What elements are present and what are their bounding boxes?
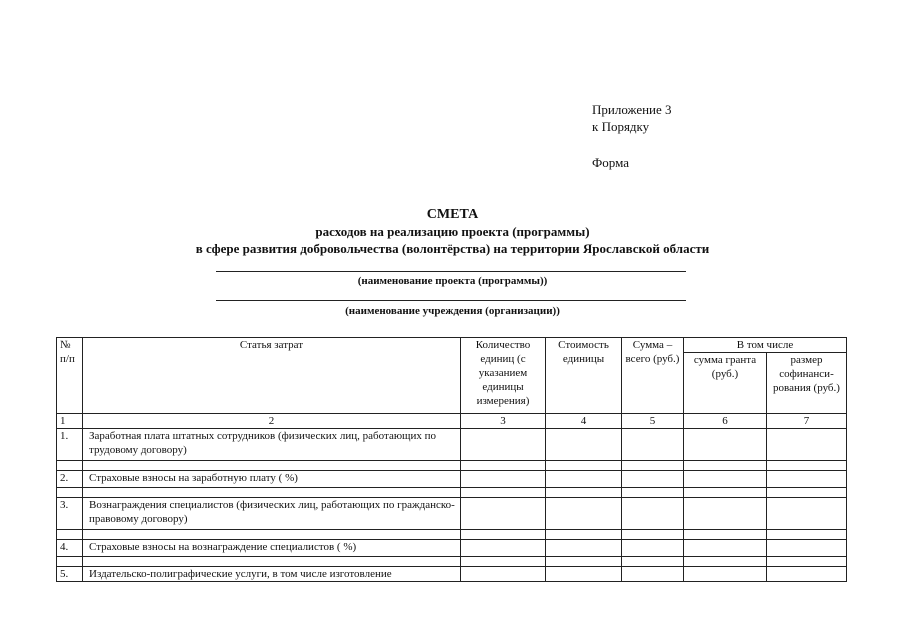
organization-name-caption: (наименование учреждения (организации)) [345,305,560,317]
input-cell[interactable] [546,567,622,582]
table-row-spacer [57,488,847,498]
header-cofinancing: размер софинанси-рования (руб.) [767,353,847,414]
project-name-caption: (наименование проекта (программы)) [357,275,548,287]
index-cell: 5 [622,414,684,429]
table-row [57,471,847,488]
input-cell[interactable] [546,471,622,488]
input-cell[interactable] [546,498,622,530]
input-cell[interactable] [767,567,847,582]
table-index-row [57,414,847,429]
input-cell[interactable] [622,567,684,582]
row-number: 5. [57,567,83,582]
index-cell: 7 [767,414,847,429]
input-cell[interactable] [767,471,847,488]
input-cell[interactable] [546,540,622,557]
row-item: Издательско-полиграфические услуги, в том числе изготовление [83,567,461,582]
input-cell[interactable] [767,429,847,461]
input-cell[interactable] [684,471,767,488]
header-total: Сумма – всего (руб.) [622,338,684,414]
input-cell[interactable] [684,498,767,530]
appendix-number: Приложение 3 [592,102,672,117]
document-title: СМЕТА [426,207,479,222]
estimate-table [56,337,847,582]
header-item: Статья затрат [83,338,461,414]
input-cell[interactable] [684,540,767,557]
row-item: Заработная плата штатных сотрудников (физических лиц, работающих по трудовому договору) [83,429,461,461]
table-row-spacer [57,530,847,540]
input-cell[interactable] [684,567,767,582]
table-row [57,498,847,530]
row-number: 4. [57,540,83,557]
organization-name-line [216,300,686,301]
row-number: 3. [57,498,83,530]
input-cell[interactable] [461,540,546,557]
header-unit-cost: Стоимость единицы [546,338,622,414]
header-including: В том числе [684,338,847,353]
input-cell[interactable] [767,498,847,530]
index-cell: 4 [546,414,622,429]
input-cell[interactable] [622,471,684,488]
document-subtitle-region: в сфере развития добровольчества (волонтёрства) на территории Ярославской области [195,241,710,256]
form-label: Форма [592,155,629,170]
appendix-order: к Порядку [592,119,650,134]
index-cell: 6 [684,414,767,429]
index-cell: 3 [461,414,546,429]
row-number: 2. [57,471,83,488]
input-cell[interactable] [461,471,546,488]
table-row-spacer [57,461,847,471]
table-header-row [57,338,847,353]
row-item: Страховые взносы на заработную плату ( %) [83,471,461,488]
input-cell[interactable] [767,540,847,557]
document-subtitle: расходов на реализацию проекта (программы) [315,224,590,239]
header-grant: сумма гранта (руб.) [684,353,767,414]
input-cell[interactable] [461,498,546,530]
table-row-spacer [57,557,847,567]
input-cell[interactable] [622,429,684,461]
project-name-line [216,271,686,272]
appendix-reference [592,101,672,135]
table-row [57,567,847,582]
input-cell[interactable] [546,429,622,461]
input-cell[interactable] [684,429,767,461]
input-cell[interactable] [461,567,546,582]
index-cell: 2 [83,414,461,429]
input-cell[interactable] [622,498,684,530]
input-cell[interactable] [622,540,684,557]
index-cell: 1 [57,414,83,429]
header-num: № п/п [57,338,83,414]
row-item: Вознаграждения специалистов (физических лиц, работающих по гражданско-правовому договору) [83,498,461,530]
row-item: Страховые взносы на вознаграждение специалистов ( %) [83,540,461,557]
row-number: 1. [57,429,83,461]
table-row [57,540,847,557]
input-cell[interactable] [461,429,546,461]
header-quantity: Количество единиц (с указанием единицы измерения) [461,338,546,414]
table-row [57,429,847,461]
